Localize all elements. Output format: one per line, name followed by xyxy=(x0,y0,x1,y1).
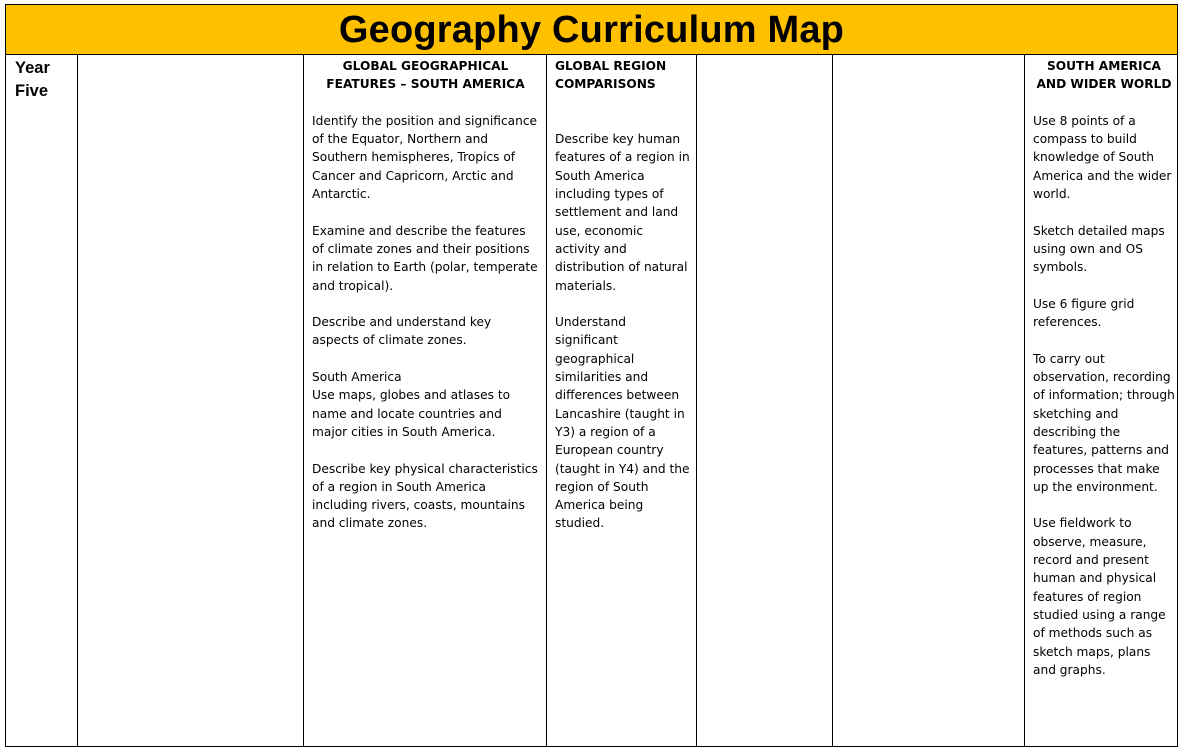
text-paragraph: Use 6 figure grid references. xyxy=(1033,296,1135,330)
cell-global-geographical-features xyxy=(304,55,547,746)
column-heading: GLOBAL REGION COMPARISONS xyxy=(555,59,667,92)
empty-cell-5 xyxy=(833,55,1025,746)
text-paragraph: To carry out observation, recording of information; through sketching and describing the features, patterns and processes that make up the environment. xyxy=(1033,351,1175,494)
text-paragraph: Describe key physical characteristics of a region in South America including rivers, coasts, mountains and climate zones. xyxy=(312,461,538,531)
column-heading: SOUTH AMERICA AND WIDER WORLD xyxy=(1036,59,1172,92)
page-title: Geography Curriculum Map xyxy=(6,5,1177,55)
empty-cell-4 xyxy=(697,55,833,746)
year-cell xyxy=(6,55,78,746)
text-paragraph: Use 8 points of a compass to build knowledge of South America and the wider world. xyxy=(1033,113,1172,202)
text-paragraph: Sketch detailed maps using own and OS symbols. xyxy=(1033,223,1165,275)
cell-south-america-wider-world xyxy=(1025,55,1179,746)
empty-cell-1 xyxy=(78,55,304,746)
text-paragraph: South America Use maps, globes and atlases to name and locate countries and major cities in South America. xyxy=(312,370,511,439)
column-heading: GLOBAL GEOGRAPHICAL FEATURES – SOUTH AMERICA xyxy=(326,59,525,92)
curriculum-map-table xyxy=(5,4,1178,747)
text-paragraph: Identify the position and significance of the Equator, Northern and Southern hemispheres, Tropics of Cancer and Capricorn, Arctic and Antarctic. xyxy=(312,113,538,202)
cell-global-region-comparisons xyxy=(547,55,697,746)
text-paragraph: Understand significant geographical similarities and differences between Lancashire (taught in Y3) a region of a European country (taught in Y4) and the region of South America being studied. xyxy=(555,315,690,531)
text-paragraph: Describe key human features of a region in South America including types of settlement and land use, economic activity and distribution of natural materials. xyxy=(555,132,690,293)
year-label: Year Five xyxy=(15,59,50,100)
text-paragraph: Use fieldwork to observe, measure, record and present human and physical features of region studied using a range of methods such as sketch maps, plans and graphs. xyxy=(1033,516,1166,677)
text-paragraph: Describe and understand key aspects of climate zones. xyxy=(312,315,492,348)
text-paragraph: Examine and describe the features of climate zones and their positions in relation to Earth (polar, temperate and tropical). xyxy=(312,223,538,293)
